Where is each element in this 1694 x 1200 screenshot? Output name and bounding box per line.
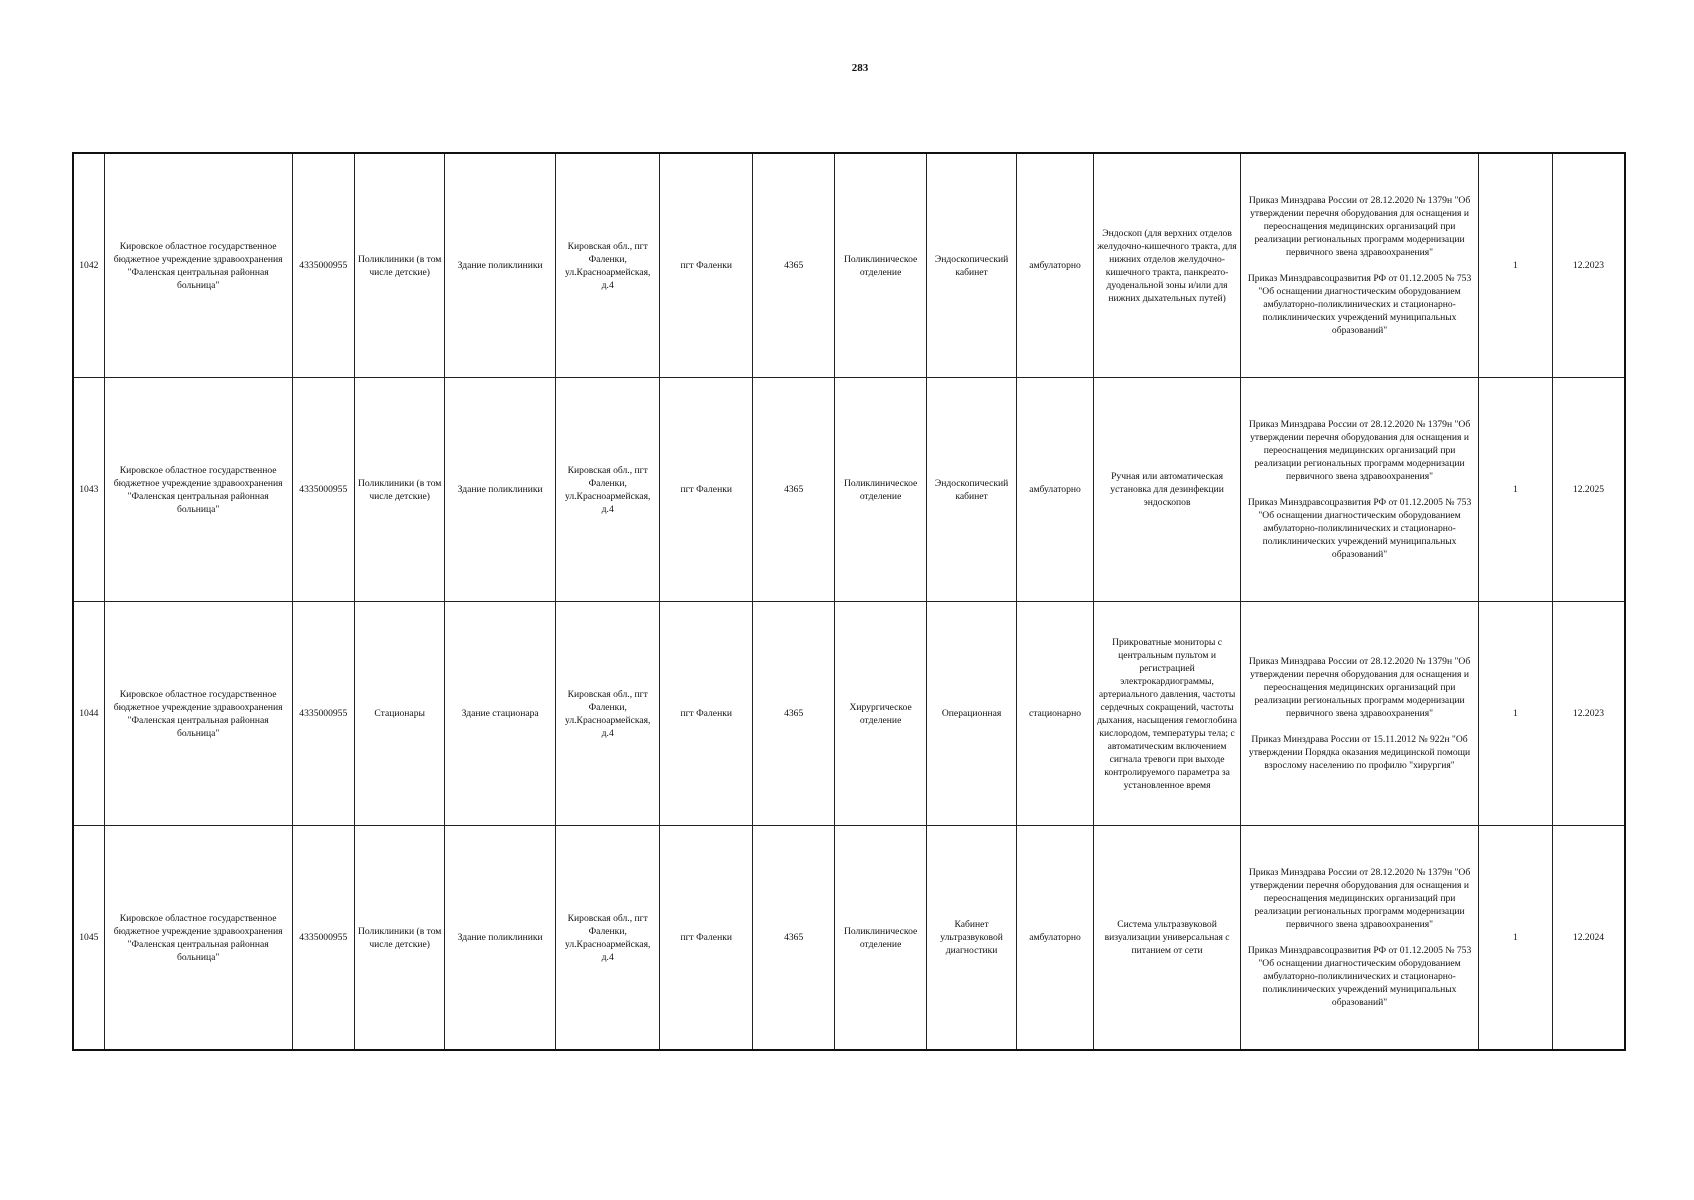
legal-basis: [1241, 826, 1478, 1051]
basis-spacer: [1244, 931, 1474, 944]
organization-name: Кировское областное государственное бюджетное учреждение здравоохранения "Фаленская центральная районная больница": [104, 153, 292, 378]
organization-name: Кировское областное государственное бюджетное учреждение здравоохранения "Фаленская центральная районная больница": [104, 826, 292, 1051]
due-date: 12.2025: [1553, 378, 1625, 602]
building: Здание поликлиники: [445, 378, 556, 602]
equipment: Ручная или автоматическая установка для дезинфекции эндоскопов: [1093, 378, 1241, 602]
room: Эндоскопический кабинет: [926, 378, 1016, 602]
legal-basis-2: Приказ Минздравсоцразвития РФ от 01.12.2005 № 753 "Об оснащении диагностическим оборудованием амбулаторно-поликлинических и стационарно-поликлинических учреждений муниципальных образований": [1247, 945, 1472, 1008]
table-row: [73, 602, 1625, 826]
row-number: 1044: [73, 602, 104, 826]
locality: пгт Фаленки: [660, 153, 752, 378]
quantity: 1: [1478, 378, 1552, 602]
code: 4365: [752, 602, 834, 826]
address: Кировская обл., пгт Фаленки, ул.Красноармейская, д.4: [555, 826, 660, 1051]
legal-basis-2: Приказ Минздравсоцразвития РФ от 01.12.2005 № 753 "Об оснащении диагностическим оборудованием амбулаторно-поликлинических и стационарно-поликлинических учреждений муниципальных образований": [1247, 273, 1472, 336]
organization-name: Кировское областное государственное бюджетное учреждение здравоохранения "Фаленская центральная районная больница": [104, 602, 292, 826]
due-date: 12.2023: [1553, 153, 1625, 378]
locality: пгт Фаленки: [660, 378, 752, 602]
legal-basis-1: Приказ Минздрава России от 28.12.2020 № 1379н "Об утверждении перечня оборудования для оснащения и переоснащения медицинских организаций при реализации региональных программ модернизации первичного звена здравоохранения": [1248, 867, 1471, 930]
table-row: [73, 153, 1625, 378]
address: Кировская обл., пгт Фаленки, ул.Красноармейская, д.4: [555, 378, 660, 602]
basis-spacer: [1244, 483, 1474, 496]
quantity: 1: [1478, 826, 1552, 1051]
equipment-table: [72, 152, 1626, 1051]
code: 4365: [752, 826, 834, 1051]
table-row: [73, 826, 1625, 1051]
legal-basis-2: Приказ Минздрава России от 15.11.2012 № 922н "Об утверждении Порядка оказания медицинской помощи взрослому населению по профилю "хирургия": [1248, 734, 1471, 771]
inn: 4335000955: [292, 153, 354, 378]
equipment: Система ультразвуковой визуализации универсальная с питанием от сети: [1093, 826, 1241, 1051]
department: Поликлиническое отделение: [835, 153, 926, 378]
care-form: амбулаторно: [1017, 378, 1093, 602]
department: Поликлиническое отделение: [835, 826, 926, 1051]
department: Поликлиническое отделение: [835, 378, 926, 602]
care-form: амбулаторно: [1017, 153, 1093, 378]
building: Здание стационара: [445, 602, 556, 826]
basis-spacer: [1244, 259, 1474, 272]
facility-type: Стационары: [354, 602, 444, 826]
page-number: 283: [851, 62, 869, 74]
address: Кировская обл., пгт Фаленки, ул.Красноармейская, д.4: [555, 153, 660, 378]
code: 4365: [752, 153, 834, 378]
code: 4365: [752, 378, 834, 602]
table-row: [73, 378, 1625, 602]
facility-type: Поликлиники (в том числе детские): [354, 153, 444, 378]
facility-type: Поликлиники (в том числе детские): [354, 378, 444, 602]
inn: 4335000955: [292, 602, 354, 826]
room: Эндоскопический кабинет: [926, 153, 1016, 378]
care-form: амбулаторно: [1017, 826, 1093, 1051]
basis-spacer: [1244, 720, 1474, 733]
room: Кабинет ультразвуковой диагностики: [926, 826, 1016, 1051]
equipment: Прикроватные мониторы с центральным пультом и регистрацией электрокардиограммы, артериального давления, частоты сердечных сокращений, частоты дыхания, насыщения гемоглобина кислородом, температуры тела; с автоматическим включением сигнала тревоги при выходе контролируемого параметра за установленное время: [1093, 602, 1241, 826]
locality: пгт Фаленки: [660, 602, 752, 826]
building: Здание поликлиники: [445, 153, 556, 378]
row-number: 1043: [73, 378, 104, 602]
building: Здание поликлиники: [445, 826, 556, 1051]
legal-basis-1: Приказ Минздрава России от 28.12.2020 № 1379н "Об утверждении перечня оборудования для оснащения и переоснащения медицинских организаций при реализации региональных программ модернизации первичного звена здравоохранения": [1248, 195, 1471, 258]
facility-type: Поликлиники (в том числе детские): [354, 826, 444, 1051]
quantity: 1: [1478, 602, 1552, 826]
legal-basis: [1241, 153, 1478, 378]
due-date: 12.2024: [1553, 826, 1625, 1051]
address: Кировская обл., пгт Фаленки, ул.Красноармейская, д.4: [555, 602, 660, 826]
legal-basis: [1241, 602, 1478, 826]
row-number: 1045: [73, 826, 104, 1051]
legal-basis: [1241, 378, 1478, 602]
inn: 4335000955: [292, 378, 354, 602]
row-number: 1042: [73, 153, 104, 378]
inn: 4335000955: [292, 826, 354, 1051]
equipment: Эндоскоп (для верхних отделов желудочно-кишечного тракта, для нижних отделов желудочно-кишечного тракта, панкреато-дуоденальной зоны и/или для нижних дыхательных путей): [1093, 153, 1241, 378]
quantity: 1: [1478, 153, 1552, 378]
locality: пгт Фаленки: [660, 826, 752, 1051]
room: Операционная: [926, 602, 1016, 826]
legal-basis-1: Приказ Минздрава России от 28.12.2020 № 1379н "Об утверждении перечня оборудования для оснащения и переоснащения медицинских организаций при реализации региональных программ модернизации первичного звена здравоохранения": [1248, 656, 1471, 719]
care-form: стационарно: [1017, 602, 1093, 826]
legal-basis-1: Приказ Минздрава России от 28.12.2020 № 1379н "Об утверждении перечня оборудования для оснащения и переоснащения медицинских организаций при реализации региональных программ модернизации первичного звена здравоохранения": [1248, 419, 1471, 482]
department: Хирургическое отделение: [835, 602, 926, 826]
due-date: 12.2023: [1553, 602, 1625, 826]
legal-basis-2: Приказ Минздравсоцразвития РФ от 01.12.2005 № 753 "Об оснащении диагностическим оборудованием амбулаторно-поликлинических и стационарно-поликлинических учреждений муниципальных образований": [1247, 497, 1472, 560]
organization-name: Кировское областное государственное бюджетное учреждение здравоохранения "Фаленская центральная районная больница": [104, 378, 292, 602]
